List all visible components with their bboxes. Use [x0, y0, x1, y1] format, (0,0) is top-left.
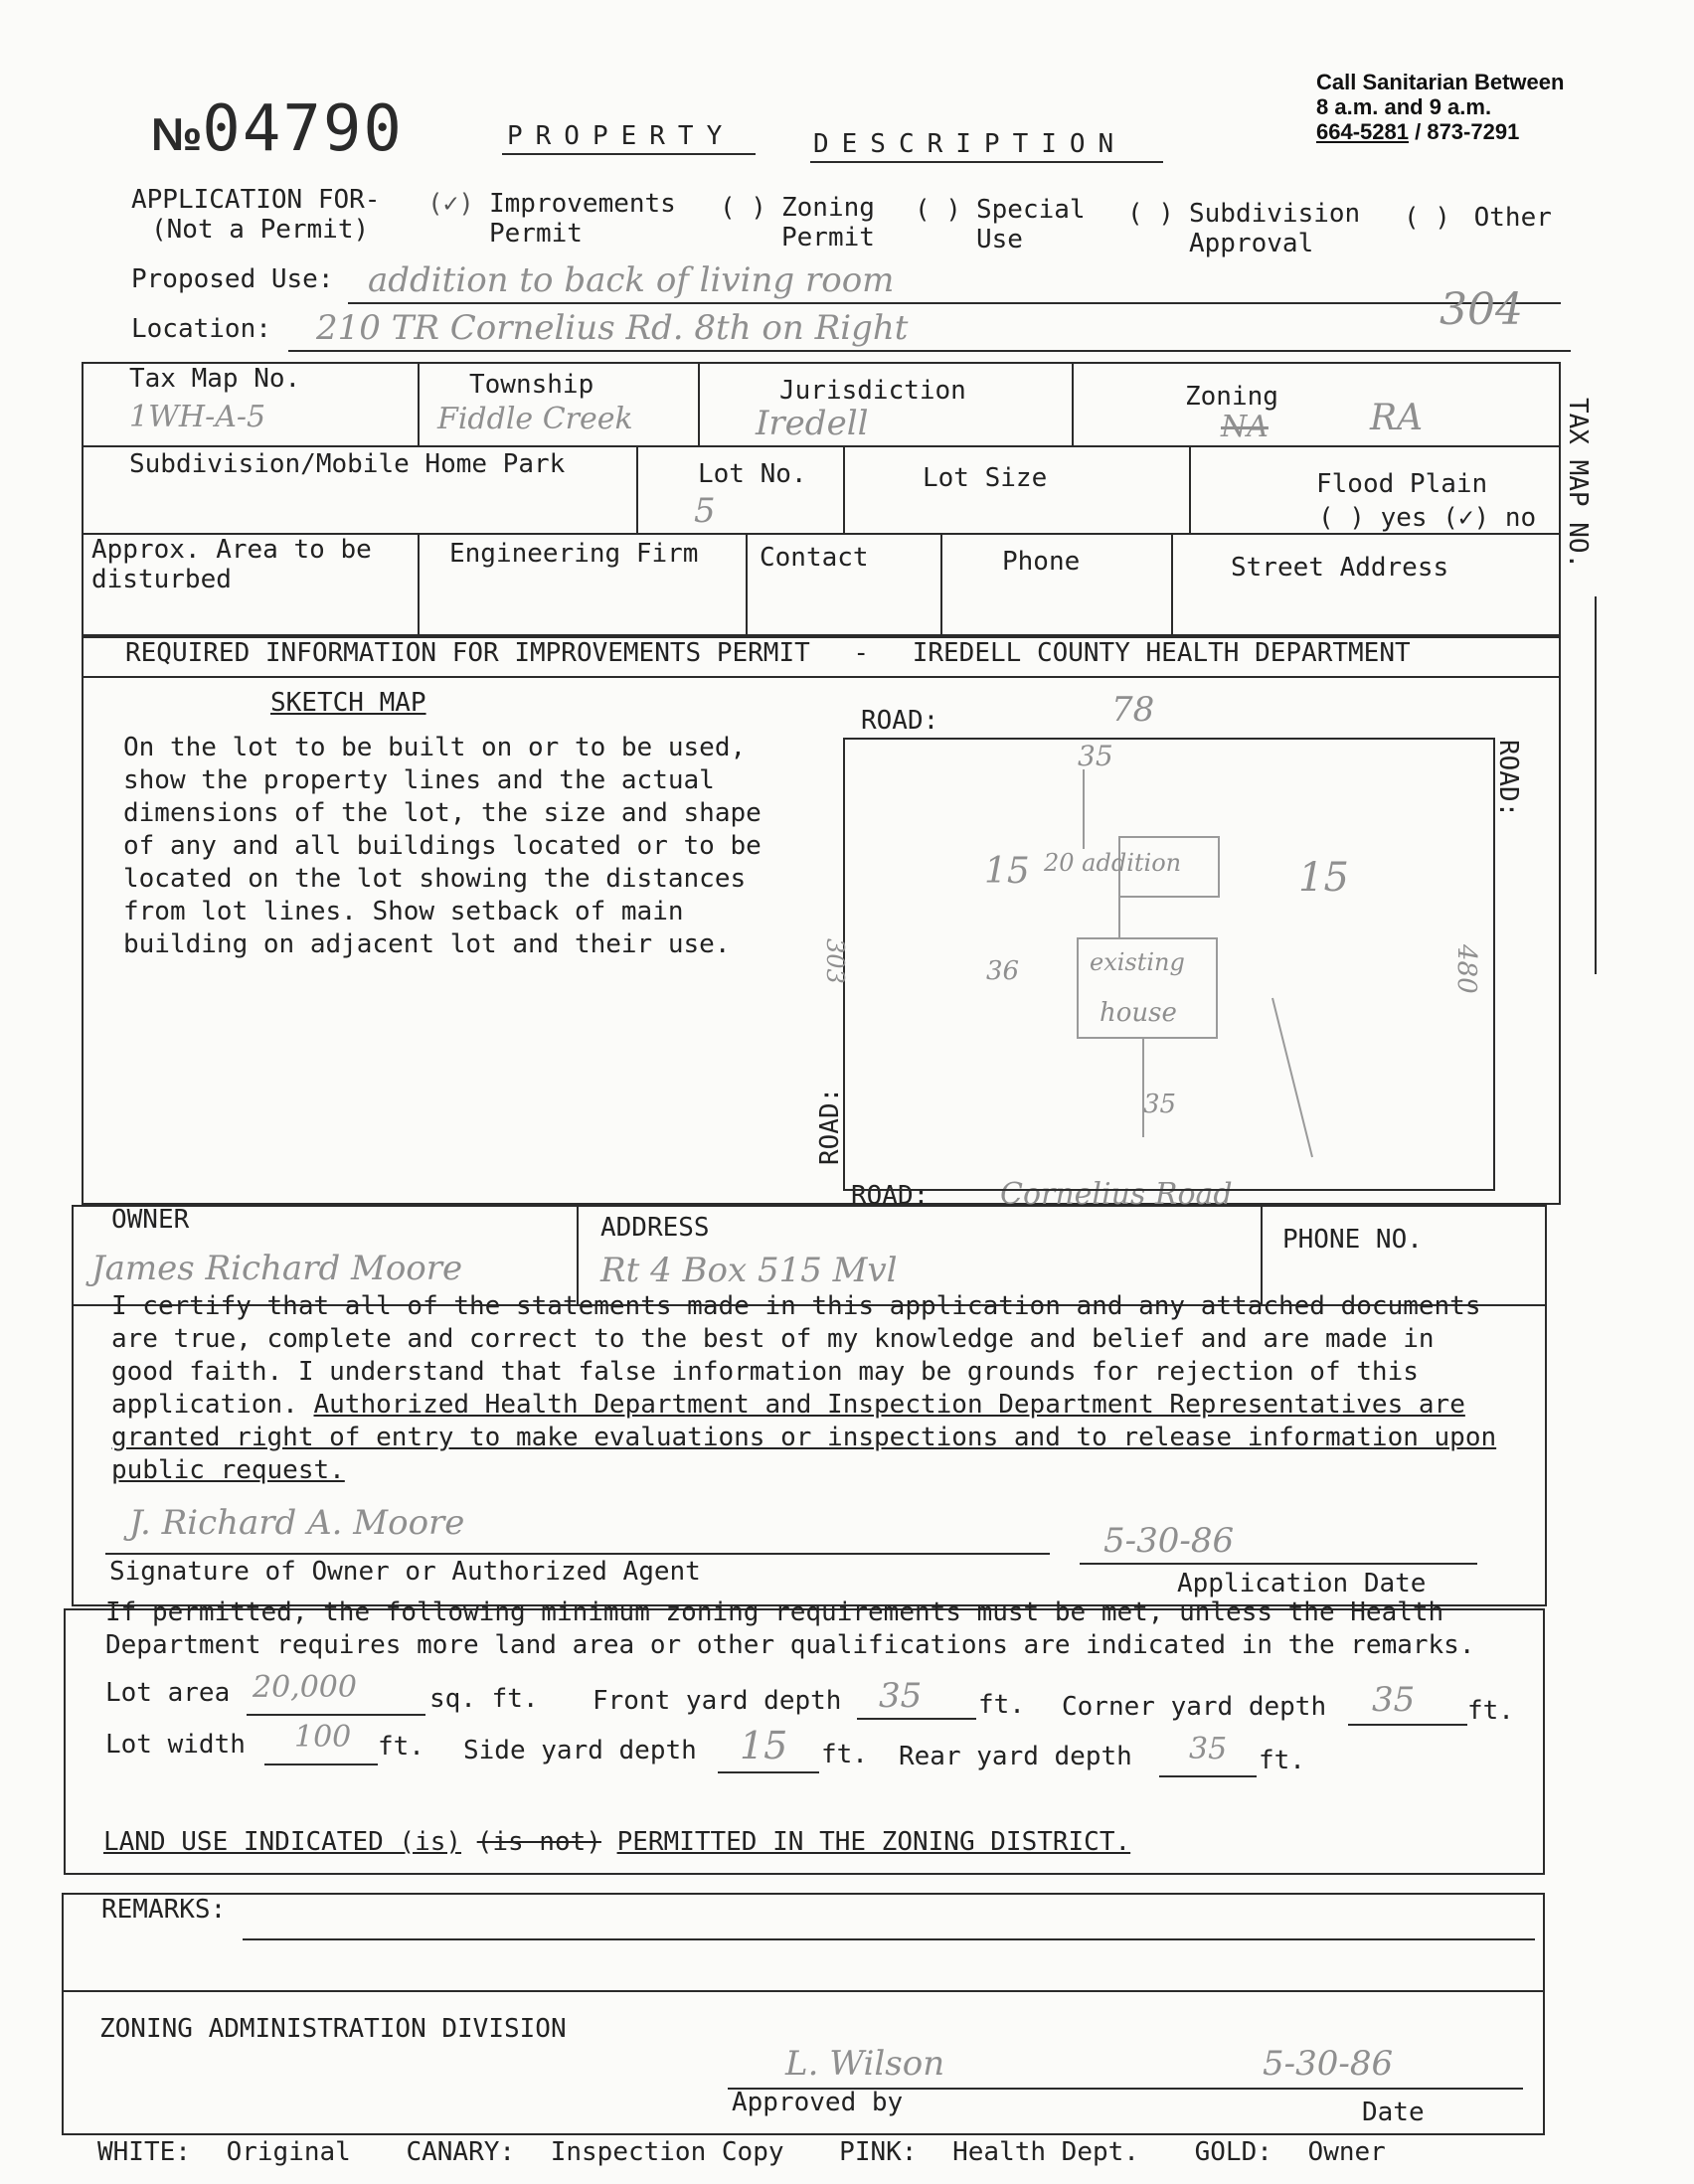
- sketch-note-5: 36: [986, 956, 1020, 986]
- tax-map-label: Tax Map No.: [129, 364, 301, 394]
- form-number: [151, 91, 404, 166]
- option-subdivision[interactable]: [1127, 199, 1361, 258]
- white-key: WHITE:: [97, 2137, 191, 2167]
- option-zoning-label: [781, 193, 875, 252]
- corner-yard-value[interactable]: 35: [1372, 1680, 1416, 1720]
- option-subdivision-label: [1189, 199, 1360, 258]
- lot-width-value[interactable]: 100: [294, 1720, 352, 1755]
- road-label-bottom: ROAD:: [851, 1181, 930, 1211]
- call-sanitarian: [1316, 70, 1564, 144]
- grid-r3-div1: [418, 533, 420, 636]
- sketch-note-2: 15: [984, 851, 1030, 892]
- address-label: ADDRESS: [600, 1213, 710, 1243]
- phone-label: Phone: [1002, 547, 1081, 577]
- checkbox-other[interactable]: ( ): [1404, 203, 1450, 233]
- signature-label: Signature of Owner or Authorized Agent: [109, 1557, 701, 1587]
- approved-date-value[interactable]: 5-30-86: [1263, 2044, 1394, 2084]
- road-top-note: 78: [1111, 690, 1155, 730]
- remarks-label: REMARKS:: [101, 1895, 227, 1925]
- phone-no-label: PHONE NO.: [1282, 1225, 1423, 1255]
- opt-line1: Zoning: [781, 193, 875, 223]
- form-title-description: DESCRIPTION: [813, 129, 1127, 159]
- grid-r3-div3: [940, 533, 942, 636]
- location-ref: 304: [1440, 284, 1523, 335]
- area-disturbed-label: [91, 535, 372, 594]
- zoning-admin-division: ZONING ADMINISTRATION DIVISION: [99, 2014, 567, 2044]
- zoning-intro: If permitted, the following minimum zoning requirements must be met, unless the Health Department requires more land area or other qualifications are indicated in the remarks.: [105, 1597, 1475, 1660]
- lot-no-label: Lot No.: [698, 459, 807, 489]
- required-header: [125, 638, 1411, 668]
- sketch-note-7: house: [1100, 998, 1177, 1028]
- proposed-use-label: Proposed Use:: [131, 264, 334, 294]
- option-other-label: Other: [1473, 203, 1552, 233]
- application-date-label: Application Date: [1177, 1569, 1427, 1598]
- lot-width-unit: ft.: [378, 1732, 424, 1762]
- opt-line1: Improvements: [489, 189, 676, 219]
- checkbox-zoning[interactable]: ( ): [720, 193, 766, 223]
- lot-area-value[interactable]: 20,000: [253, 1670, 357, 1705]
- certify-plain: I certify that all of the statements made in this application and any attached documents are true, complete and correct to the best of my knowledge and belief and are made in good faith. I understand that false information may be grounds for rejection of this application.: [111, 1291, 1481, 1420]
- address-value[interactable]: Rt 4 Box 515 Mvl: [600, 1251, 898, 1290]
- option-improvements-label: [489, 189, 676, 249]
- option-zoning[interactable]: [720, 193, 875, 252]
- application-for-label: [131, 185, 380, 245]
- jurisdiction-label: Jurisdiction: [779, 376, 966, 406]
- road-bottom-note: Cornelius Road: [1000, 1177, 1233, 1212]
- sketch-map-title: SKETCH MAP: [270, 688, 426, 718]
- grid-r1-div1: [418, 362, 420, 445]
- form-title-property: PROPERTY: [507, 121, 736, 151]
- proposed-use-value[interactable]: addition to back of living room: [368, 260, 895, 300]
- number-value: 04790: [202, 92, 404, 166]
- tax-map-side-label: TAX MAP NO.: [1563, 398, 1593, 570]
- canary-value: Inspection Copy: [550, 2137, 784, 2167]
- location-line: [288, 350, 1571, 352]
- sketch-note-9: 303: [821, 938, 849, 984]
- zoning-struck-value: NA: [1221, 410, 1269, 444]
- land-use-a: LAND USE INDICATED (is): [103, 1827, 462, 1857]
- opt-line1: Subdivision: [1189, 199, 1361, 229]
- side-yard-label: Side yard depth: [463, 1736, 697, 1765]
- street-address-label: Street Address: [1231, 553, 1449, 583]
- location-label: Location:: [131, 314, 271, 344]
- area-line2: disturbed: [91, 565, 232, 594]
- lot-width-label: Lot width: [105, 1730, 246, 1760]
- lot-size-label: Lot Size: [923, 463, 1048, 493]
- jurisdiction-value[interactable]: Iredell: [756, 404, 869, 443]
- application-for-line2: (Not a Permit): [151, 215, 370, 245]
- option-special[interactable]: [915, 195, 1086, 254]
- required-header-left: REQUIRED INFORMATION FOR IMPROVEMENTS PERMIT: [125, 638, 810, 668]
- front-yard-label: Front yard depth: [593, 1686, 842, 1716]
- opt-line2: Approval: [1189, 229, 1314, 258]
- grid-row1-bottom: [82, 445, 1561, 447]
- signature-line: [105, 1553, 1050, 1555]
- checkbox-subdivision[interactable]: ( ): [1127, 199, 1174, 229]
- required-header-dash: -: [853, 638, 870, 668]
- grid-r3-div2: [746, 533, 748, 636]
- remarks-line-1: [243, 1938, 1535, 1940]
- flood-plain-options[interactable]: ( ) yes (✓) no: [1318, 503, 1537, 533]
- sketch-note-4: 15: [1298, 855, 1349, 901]
- road-label-right: ROAD:: [1493, 740, 1523, 818]
- white-value: Original: [226, 2137, 351, 2167]
- road-label-top: ROAD:: [861, 706, 939, 736]
- gold-key: GOLD:: [1194, 2137, 1272, 2167]
- grid-r1-div2: [698, 362, 700, 445]
- title-underline: [502, 153, 756, 155]
- owner-signature[interactable]: J. Richard A. Moore: [129, 1503, 465, 1543]
- lot-area-label: Lot area: [105, 1678, 231, 1708]
- rear-yard-unit: ft.: [1259, 1746, 1305, 1775]
- option-special-label: [976, 195, 1086, 254]
- contact-label: Contact: [760, 543, 869, 573]
- lot-no-value[interactable]: 5: [694, 491, 716, 531]
- road-label-left: ROAD:: [815, 1087, 845, 1165]
- lot-area-unit: sq. ft.: [429, 1684, 539, 1714]
- sketch-note-6: existing: [1090, 948, 1185, 976]
- land-use-statement: [103, 1827, 1130, 1857]
- land-use-struck: (is not): [476, 1827, 601, 1857]
- lot-area-line: [247, 1714, 425, 1716]
- lot-area-row: [105, 1678, 230, 1708]
- approved-by-label: Approved by: [732, 2088, 904, 2117]
- pink-key: PINK:: [839, 2137, 918, 2167]
- opt-line2: Permit: [489, 219, 583, 249]
- grid-r2-div2: [843, 445, 845, 533]
- front-yard-value[interactable]: 35: [879, 1676, 923, 1716]
- certify-underlined: Authorized Health Department and Inspection Department Representatives are granted right of entry to make evaluations or inspections and to release information upon public request.: [111, 1390, 1497, 1485]
- approved-by-signature[interactable]: L. Wilson: [785, 2044, 945, 2084]
- subdivision-label: Subdivision/Mobile Home Park: [129, 449, 566, 479]
- area-line1: Approx. Area to be: [91, 535, 372, 565]
- township-label: Township: [469, 370, 594, 400]
- copy-distribution-footer: [97, 2137, 1648, 2167]
- sketch-note-1: 35: [1078, 740, 1113, 772]
- side-yard-line: [718, 1771, 819, 1773]
- land-use-b: PERMITTED IN THE ZONING DISTRICT.: [616, 1827, 1131, 1857]
- township-value[interactable]: Fiddle Creek: [437, 402, 633, 436]
- location-value[interactable]: 210 TR Cornelius Rd. 8th on Right: [316, 308, 909, 348]
- app-date-line: [1080, 1563, 1477, 1565]
- engineering-firm-label: Engineering Firm: [449, 539, 699, 569]
- corner-yard-line: [1348, 1724, 1467, 1726]
- corner-yard-label: Corner yard depth: [1062, 1692, 1327, 1722]
- opt-line1: Special: [976, 195, 1086, 225]
- side-yard-value[interactable]: 15: [740, 1724, 788, 1767]
- zoning-label: Zoning: [1185, 382, 1278, 412]
- remarks-line-2: [62, 1990, 1545, 1992]
- option-other[interactable]: [1404, 203, 1552, 233]
- front-yard-line: [857, 1718, 976, 1720]
- owner-div-2: [1261, 1205, 1263, 1304]
- sketch-instructions: On the lot to be built on or to be used, show the property lines and the actual dimensions of the lot, the size and shape of any and all buildings located or to be located on the lot showing the distances from lot lines. Show setback of main building on adjacent lot and their use.: [123, 733, 762, 959]
- grid-r3-div4: [1171, 533, 1173, 636]
- call-phone-1: 664-5281: [1316, 119, 1409, 144]
- front-yard-unit: ft.: [978, 1690, 1025, 1720]
- owner-value[interactable]: James Richard Moore: [91, 1249, 463, 1288]
- owner-div-1: [577, 1205, 579, 1304]
- side-yard-unit: ft.: [821, 1740, 868, 1769]
- title-underline-2: [810, 161, 1163, 163]
- lot-width-line: [264, 1764, 378, 1765]
- rear-yard-line: [1159, 1775, 1257, 1777]
- certify-text: [111, 1290, 1503, 1487]
- option-improvements[interactable]: [427, 189, 676, 249]
- grid-r2-div1: [636, 445, 638, 533]
- application-date-value[interactable]: 5-30-86: [1103, 1521, 1235, 1561]
- checkbox-special[interactable]: ( ): [915, 195, 961, 225]
- tax-map-value[interactable]: 1WH-A-5: [129, 400, 266, 434]
- call-phone-sep: /: [1408, 119, 1428, 144]
- rear-yard-value[interactable]: 35: [1189, 1732, 1228, 1766]
- flood-plain-label: Flood Plain: [1316, 469, 1488, 499]
- number-prefix: №: [151, 108, 203, 160]
- application-for-line1: APPLICATION FOR-: [131, 185, 381, 215]
- sketch-line-diag: [1272, 998, 1312, 1157]
- sketch-note-3: 20 addition: [1044, 849, 1182, 877]
- pink-value: Health Dept.: [952, 2137, 1139, 2167]
- required-header-right: IREDELL COUNTY HEALTH DEPARTMENT: [912, 638, 1411, 668]
- opt-line2: Use: [976, 225, 1023, 254]
- call-phones: [1316, 119, 1564, 144]
- required-header-line: [82, 676, 1561, 678]
- gold-value: Owner: [1307, 2137, 1386, 2167]
- grid-r1-div3: [1072, 362, 1074, 445]
- call-line-2: 8 a.m. and 9 a.m.: [1316, 94, 1492, 119]
- sketch-note-8: 35: [1143, 1090, 1177, 1119]
- opt-line2: Permit: [781, 223, 875, 252]
- grid-r2-div3: [1189, 445, 1191, 533]
- canary-key: CANARY:: [406, 2137, 516, 2167]
- call-line-1: Call Sanitarian Between: [1316, 70, 1565, 94]
- corner-yard-unit: ft.: [1467, 1696, 1514, 1726]
- checkbox-improvements[interactable]: (✓): [427, 189, 474, 219]
- owner-label: OWNER: [111, 1205, 190, 1235]
- proposed-use-line: [348, 302, 1561, 304]
- call-phone-2: 873-7291: [1427, 119, 1520, 144]
- sketch-note-10: 480: [1451, 944, 1481, 994]
- zoning-value[interactable]: RA: [1370, 398, 1424, 438]
- rear-yard-label: Rear yard depth: [899, 1742, 1132, 1771]
- tax-map-side-line: [1595, 596, 1597, 974]
- approved-date-label: Date: [1362, 2098, 1425, 2127]
